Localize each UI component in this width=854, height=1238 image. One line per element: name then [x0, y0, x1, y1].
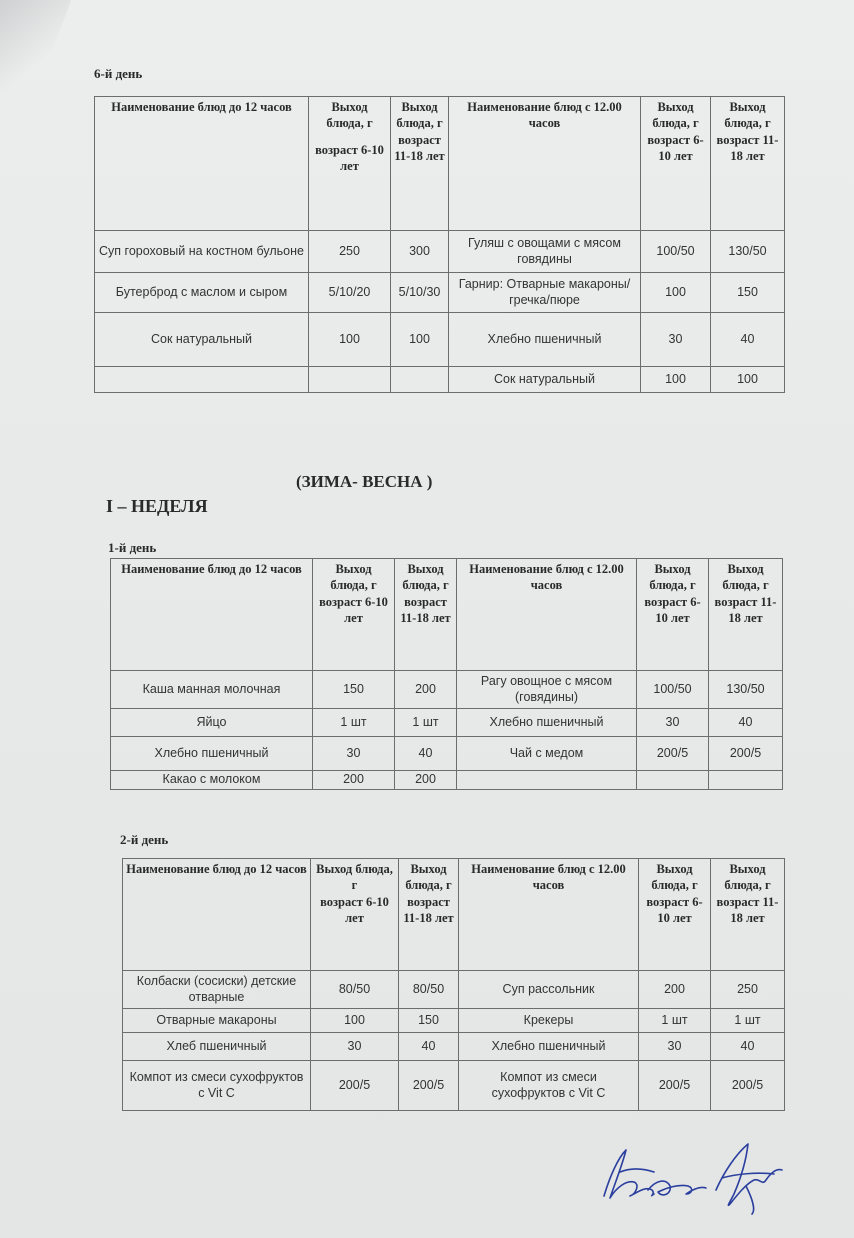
output-cell: 1 шт: [711, 1009, 785, 1033]
table-row: [123, 1033, 785, 1061]
day2-heading: 2-й день: [120, 832, 169, 847]
header-dish-before: Наименование блюд до 12 часов: [111, 559, 313, 671]
dish-cell: Отварные макароны: [123, 1009, 311, 1033]
output-cell: 100/50: [637, 671, 709, 709]
output-cell: 40: [711, 1033, 785, 1061]
dish-cell: Хлебно пшеничный: [111, 737, 313, 771]
handwritten-signature: [596, 1128, 796, 1218]
output-cell: 30: [313, 737, 395, 771]
dish-cell: Бутерброд с маслом и сыром: [95, 273, 309, 313]
output-cell: 100: [309, 313, 391, 367]
output-cell: 100: [311, 1009, 399, 1033]
output-cell: [709, 771, 783, 790]
output-cell: [391, 367, 449, 393]
output-cell: 250: [309, 231, 391, 273]
dish-cell: Хлебно пшеничный: [449, 313, 641, 367]
dish-cell: Крекеры: [459, 1009, 639, 1033]
dish-cell: Компот из смеси сухофруктов с Vit C: [123, 1061, 311, 1111]
dish-cell: Колбаски (сосиски) детские отварные: [123, 971, 311, 1009]
header-output-11-18: Выход блюда, г возраст 11-18 лет: [391, 97, 449, 231]
header-output-11-18-after: Выход блюда, г возраст 11-18 лет: [709, 559, 783, 671]
output-cell: 5/10/30: [391, 273, 449, 313]
output-cell: 150: [313, 671, 395, 709]
output-cell: 100: [641, 273, 711, 313]
day6-heading: 6-й день: [94, 66, 143, 81]
dish-cell: Суп рассольник: [459, 971, 639, 1009]
table-row: [111, 737, 783, 771]
output-cell: 130/50: [709, 671, 783, 709]
output-cell: 200: [395, 671, 457, 709]
table-row: [111, 671, 783, 709]
header-output-6-10: Выход блюда, г возраст 6-10 лет: [311, 859, 399, 971]
table-row: [95, 313, 785, 367]
day1-menu-table: [110, 558, 783, 790]
dish-cell: Каша манная молочная: [111, 671, 313, 709]
table-row: [111, 771, 783, 790]
dish-cell: Суп гороховый на костном бульоне: [95, 231, 309, 273]
dish-cell: Рагу овощное с мясом (говядины): [457, 671, 637, 709]
dish-cell: Сок натуральный: [95, 313, 309, 367]
output-cell: 200/5: [639, 1061, 711, 1111]
dish-cell: Хлеб пшеничный: [123, 1033, 311, 1061]
output-cell: 200/5: [637, 737, 709, 771]
output-cell: 40: [395, 737, 457, 771]
table-row: [111, 709, 783, 737]
output-cell: 30: [641, 313, 711, 367]
header-output-6-10: Выход блюда, г возраст 6-10 лет: [309, 97, 391, 231]
table-row: [123, 1009, 785, 1033]
header-output-6-10: Выход блюда, г возраст 6-10 лет: [313, 559, 395, 671]
output-cell: 200: [639, 971, 711, 1009]
output-cell: 100/50: [641, 231, 711, 273]
day6-menu-table: [94, 96, 785, 393]
header-dish-before: Наименование блюд до 12 часов: [123, 859, 311, 971]
output-cell: 250: [711, 971, 785, 1009]
table-row: [95, 273, 785, 313]
header-output-6-10-after: Выход блюда, г возраст 6-10 лет: [641, 97, 711, 231]
header-output-11-18-after: Выход блюда, г возраст 11-18 лет: [711, 97, 785, 231]
output-cell: 100: [391, 313, 449, 367]
output-cell: 30: [639, 1033, 711, 1061]
table-row: [123, 1061, 785, 1111]
output-cell: 100: [711, 367, 785, 393]
header-output-6-10-after: Выход блюда, г возраст 6-10 лет: [639, 859, 711, 971]
output-cell: [309, 367, 391, 393]
table-row: [123, 971, 785, 1009]
output-cell: 200/5: [709, 737, 783, 771]
dish-cell: [457, 771, 637, 790]
header-output-6-10-after: Выход блюда, г возраст 6-10 лет: [637, 559, 709, 671]
output-cell: 40: [399, 1033, 459, 1061]
output-cell: 30: [637, 709, 709, 737]
output-cell: 200/5: [711, 1061, 785, 1111]
day2-menu-table: [122, 858, 785, 1111]
output-cell: 200: [395, 771, 457, 790]
header-dish-before: Наименование блюд до 12 часов: [95, 97, 309, 231]
header-output-11-18: Выход блюда, г возраст 11-18 лет: [395, 559, 457, 671]
day1-heading: 1-й день: [108, 540, 157, 555]
dish-cell: Компот из смеси сухофруктов с Vit C: [459, 1061, 639, 1111]
output-cell: 100: [641, 367, 711, 393]
output-cell: 5/10/20: [309, 273, 391, 313]
output-cell: 1 шт: [313, 709, 395, 737]
dish-cell: Чай с медом: [457, 737, 637, 771]
output-cell: [637, 771, 709, 790]
output-cell: 150: [711, 273, 785, 313]
output-cell: 200/5: [311, 1061, 399, 1111]
output-cell: 1 шт: [639, 1009, 711, 1033]
output-cell: 200/5: [399, 1061, 459, 1111]
header-output-11-18-after: Выход блюда, г возраст 11-18 лет: [711, 859, 785, 971]
output-cell: 30: [311, 1033, 399, 1061]
dish-cell: Гарнир: Отварные макароны/ гречка/пюре: [449, 273, 641, 313]
page-fold-shadow: [0, 0, 75, 141]
output-cell: 40: [709, 709, 783, 737]
header-dish-after: Наименование блюд с 12.00 часов: [457, 559, 637, 671]
table-row: [95, 367, 785, 393]
dish-cell: [95, 367, 309, 393]
output-cell: 130/50: [711, 231, 785, 273]
dish-cell: Сок натуральный: [449, 367, 641, 393]
header-dish-after: Наименование блюд с 12.00 часов: [449, 97, 641, 231]
output-cell: 40: [711, 313, 785, 367]
output-cell: 80/50: [311, 971, 399, 1009]
output-cell: 1 шт: [395, 709, 457, 737]
week-title: I – НЕДЕЛЯ: [106, 496, 208, 516]
dish-cell: Хлебно пшеничный: [457, 709, 637, 737]
output-cell: 150: [399, 1009, 459, 1033]
output-cell: 200: [313, 771, 395, 790]
table-row: [95, 231, 785, 273]
header-dish-after: Наименование блюд с 12.00 часов: [459, 859, 639, 971]
output-cell: 80/50: [399, 971, 459, 1009]
header-output-11-18: Выход блюда, г возраст 11-18 лет: [399, 859, 459, 971]
dish-cell: Гуляш с овощами с мясом говядины: [449, 231, 641, 273]
dish-cell: Хлебно пшеничный: [459, 1033, 639, 1061]
dish-cell: Какао с молоком: [111, 771, 313, 790]
season-title: (ЗИМА- ВЕСНА ): [296, 472, 433, 491]
output-cell: 300: [391, 231, 449, 273]
dish-cell: Яйцо: [111, 709, 313, 737]
